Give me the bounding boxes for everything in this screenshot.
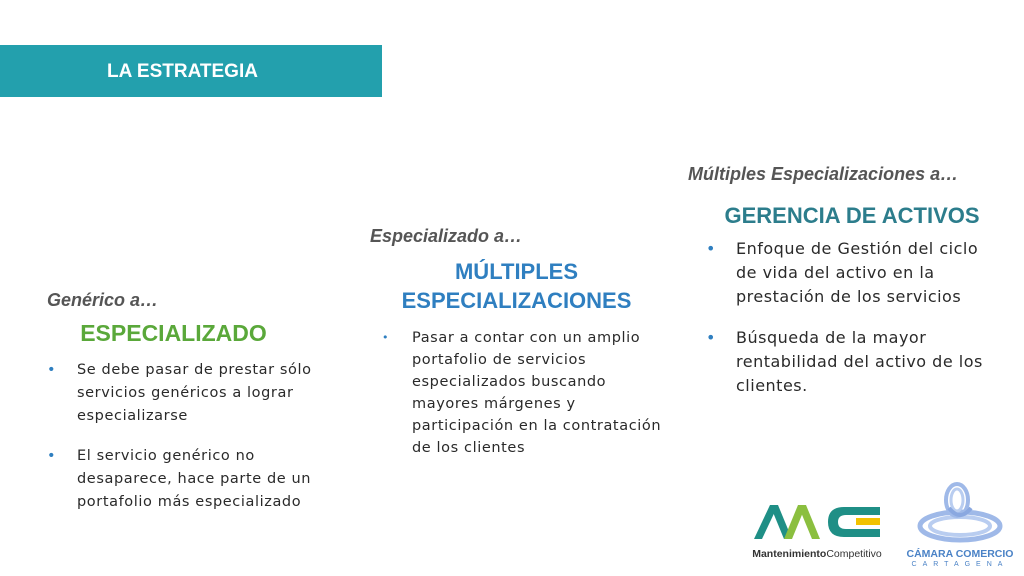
bullet-icon: • xyxy=(706,239,716,258)
stage-heading: MÚLTIPLES ESPECIALIZACIONES xyxy=(401,259,632,313)
mc-logo-mark-icon xyxy=(748,497,886,547)
bullet-list xyxy=(382,327,670,459)
list-item xyxy=(706,326,998,398)
camara-comercio-emblem-icon xyxy=(905,478,1015,548)
camara-comercio-city: CARTAGENA xyxy=(911,561,1009,568)
camara-comercio-logo xyxy=(905,478,1015,574)
list-item xyxy=(382,327,670,459)
mantenimiento-competitivo-logo xyxy=(748,497,886,567)
camara-comercio-name: CÁMARA COMERCIO xyxy=(906,548,1014,560)
stage-column-especializado xyxy=(370,226,670,459)
list-item xyxy=(47,445,347,514)
list-item xyxy=(47,359,347,428)
stage-prefix: Especializado a… xyxy=(370,226,523,246)
header-banner xyxy=(0,45,382,97)
bullet-icon: • xyxy=(382,331,390,344)
bullet-text: Búsqueda de la mayor rentabilidad del activo de los clientes. xyxy=(736,328,983,395)
bullet-text: Enfoque de Gestión del ciclo de vida del activo en la prestación de los servicios xyxy=(736,239,979,306)
slide-title: LA ESTRATEGIA xyxy=(107,61,258,82)
bullet-text: Se debe pasar de prestar sólo servicios genéricos a lograr especializarse xyxy=(77,362,312,424)
bullet-list xyxy=(706,237,998,398)
bullet-icon: • xyxy=(47,362,57,378)
stage-prefix: Genérico a… xyxy=(47,290,159,310)
stage-heading: GERENCIA DE ACTIVOS xyxy=(724,203,980,228)
bullet-text: El servicio genérico no desaparece, hace parte de un portafolio más especializado xyxy=(77,448,312,510)
stage-column-generico xyxy=(47,290,347,514)
bullet-text: Pasar a contar con un amplio portafolio de servicios especializados buscando mayores márgenes y participación en la contratación de los clientes xyxy=(412,330,662,456)
bullet-icon: • xyxy=(47,448,57,464)
stage-heading: ESPECIALIZADO xyxy=(80,320,267,346)
bullet-list xyxy=(47,359,347,514)
list-item xyxy=(706,237,998,309)
stage-column-multiples xyxy=(688,164,998,398)
mc-logo-caption: MantenimientoCompetitivo xyxy=(752,548,882,560)
bullet-icon: • xyxy=(706,328,716,347)
stage-prefix: Múltiples Especializaciones a… xyxy=(688,164,959,184)
